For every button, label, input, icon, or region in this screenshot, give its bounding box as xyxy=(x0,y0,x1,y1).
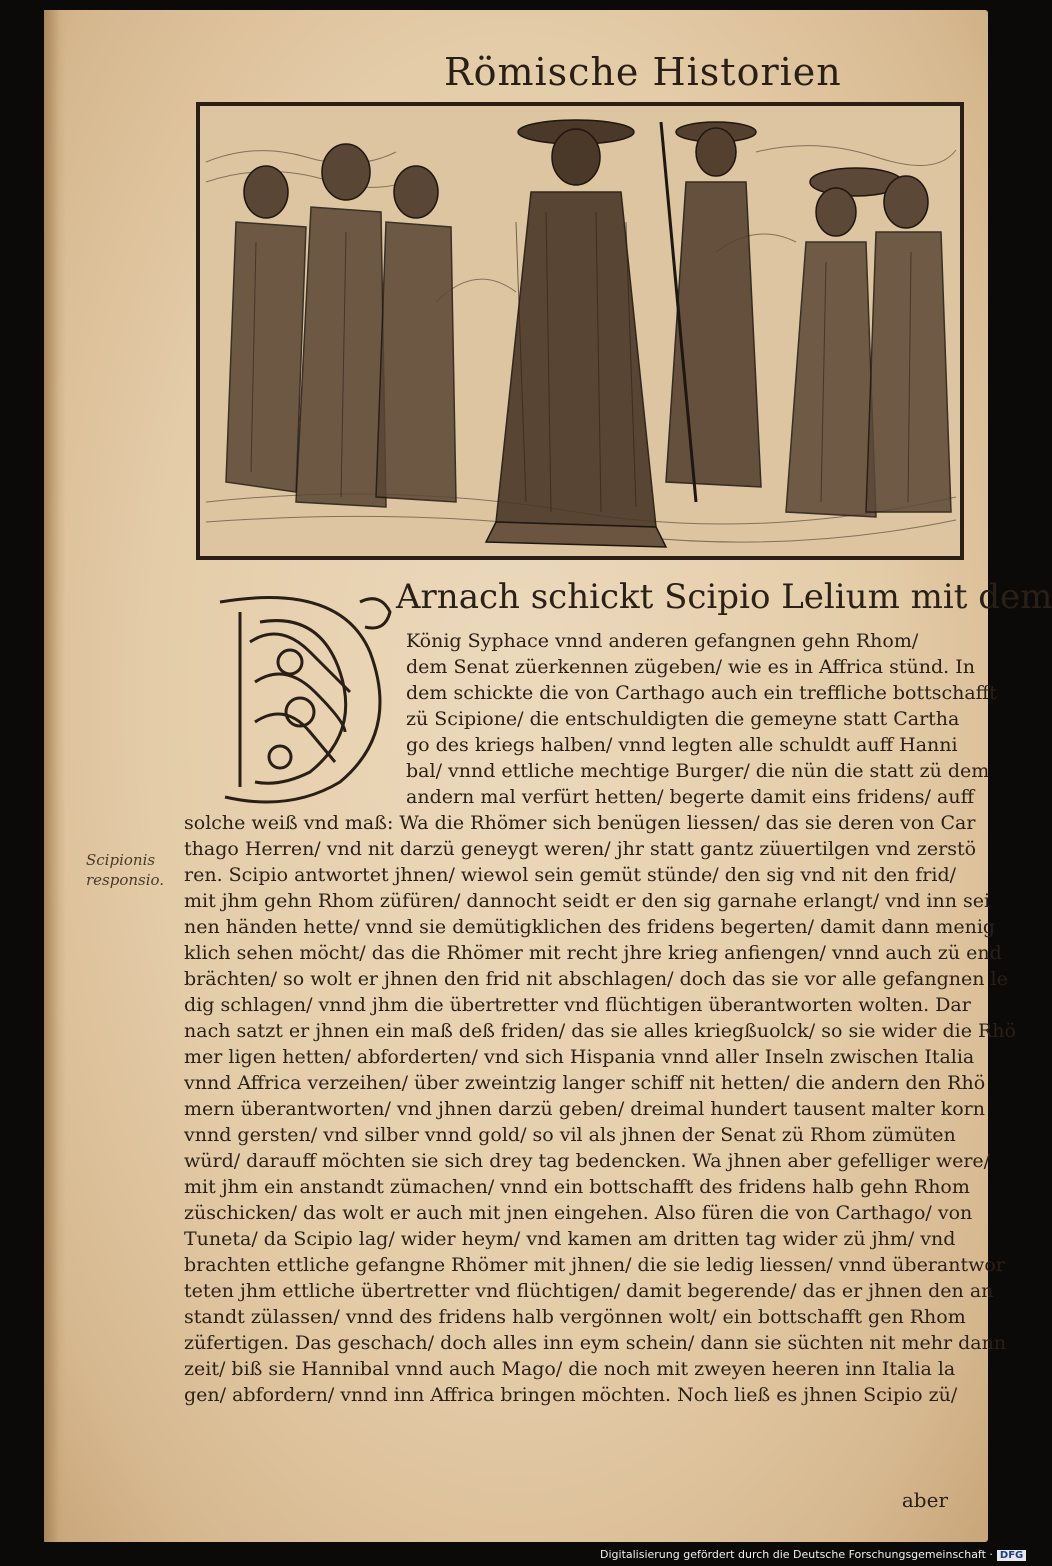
text-line: züschicken/ das wolt er auch mit jnen eingehen. Also füren die von Carthago/ von xyxy=(184,1202,973,1224)
text-line: zeit/ biß sie Hannibal vnnd auch Mago/ die noch mit zweyen heeren inn Italia la xyxy=(184,1358,956,1380)
woodcut-illustration xyxy=(196,102,964,560)
text-line: vnnd gersten/ vnd silber vnnd gold/ so vil als jhnen der Senat zü Rhom zümüten xyxy=(184,1124,956,1146)
dfg-credit xyxy=(600,1548,1024,1564)
marginal-note-line: Scipionis xyxy=(86,851,156,869)
text-line: würd/ darauff möchten sie sich drey tag bedencken. Wa jhnen aber gefelliger were/ xyxy=(184,1150,991,1172)
marginal-note-line: responsio. xyxy=(86,871,165,889)
text-line: thago Herren/ vnd nit darzü geneygt weren/ jhr statt gantz züuertilgen vnd zerstö xyxy=(184,838,977,860)
text-line: brachten ettliche gefangne Rhömer mit jhnen/ die sie ledig liessen/ vnnd überantwor xyxy=(184,1254,1005,1276)
text-line: nen händen hette/ vnnd sie demütigklichen des fridens begerten/ damit dann menig xyxy=(184,916,996,938)
text-line: dem schickte die von Carthago auch ein treffliche bottschafft xyxy=(406,682,997,704)
decorative-initial xyxy=(200,582,400,812)
text-line: bal/ vnnd ettliche mechtige Burger/ die nün die statt zü dem xyxy=(406,760,990,782)
text-line: dig schlagen/ vnnd jhm die übertretter vnd flüchtigen überantworten wolten. Dar xyxy=(184,994,971,1016)
text-line: brächten/ so wolt er jhnen den frid nit abschlagen/ doch das sie vor alle gefangnen le xyxy=(184,968,1008,990)
dfg-logo: DFG xyxy=(997,1550,1026,1561)
text-line: andern mal verfürt hetten/ begerte damit eins fridens/ auff xyxy=(406,786,975,808)
text-line: teten jhm ettliche übertretter vnd flüchtigen/ damit begerende/ das er jhnen den an xyxy=(184,1280,994,1302)
text-line: Arnach schickt Scipio Lelium mit dem xyxy=(396,577,1052,617)
book-page xyxy=(44,10,1052,1542)
text-line: standt zülassen/ vnnd des fridens halb vergönnen wolt/ ein bottschafft gen Rhom xyxy=(184,1306,966,1328)
text-line: ren. Scipio antwortet jhnen/ wiewol sein gemüt stünde/ den sig vnd nit den frid/ xyxy=(184,864,957,886)
text-line: mit jhm ein anstandt zümachen/ vnnd ein bottschafft des fridens halb gehn Rhom xyxy=(184,1176,970,1198)
text-line: Tuneta/ da Scipio lag/ wider heym/ vnd kamen am dritten tag wider zü jhm/ vnd xyxy=(184,1228,956,1250)
text-line: König Syphace vnnd anderen gefangnen gehn Rhom/ xyxy=(406,630,919,652)
text-line: mern überantworten/ vnd jhnen darzü geben/ dreimal hundert tausent malter korn xyxy=(184,1098,985,1120)
text-line: mit jhm gehn Rhom züfüren/ dannocht seidt er den sig garnahe erlangt/ vnd inn sei xyxy=(184,890,991,912)
text-line: zü Scipione/ die entschuldigten die gemeyne statt Cartha xyxy=(406,708,960,730)
text-line: nach satzt er jhnen ein maß deß friden/ das sie alles kriegßuolck/ so sie wider die Rhö xyxy=(184,1020,1016,1042)
text-line: go des kriegs halben/ vnnd legten alle schuldt auff Hanni xyxy=(406,734,958,756)
marginal-note xyxy=(86,850,176,890)
text-line: gen/ abfordern/ vnnd inn Affrica bringen möchten. Noch ließ es jhnen Scipio zü/ xyxy=(184,1384,958,1406)
catchword: aber xyxy=(901,1488,948,1512)
text-line: vnnd Affrica verzeihen/ über zweintzig langer schiff nit hetten/ die andern den Rhö xyxy=(184,1072,986,1094)
running-head: Römische Historien xyxy=(444,50,842,94)
text-line: klich sehen möcht/ das die Rhömer mit recht jhre krieg anfiengen/ vnnd auch zü end xyxy=(184,942,1002,964)
text-line: mer ligen hetten/ abforderten/ vnd sich Hispania vnnd aller Inseln zwischen Italia xyxy=(184,1046,975,1068)
text-line: züfertigen. Das geschach/ doch alles inn eym schein/ dann sie süchten nit mehr dann xyxy=(184,1332,1007,1354)
dfg-credit-text: Digitalisierung gefördert durch die Deutsche Forschungsgemeinschaft · xyxy=(600,1548,993,1561)
text-line: dem Senat züerkennen zügeben/ wie es in Affrica stünd. In xyxy=(406,656,975,678)
text-line: solche weiß vnd maß: Wa die Rhömer sich benügen liessen/ das sie deren von Car xyxy=(184,812,976,834)
